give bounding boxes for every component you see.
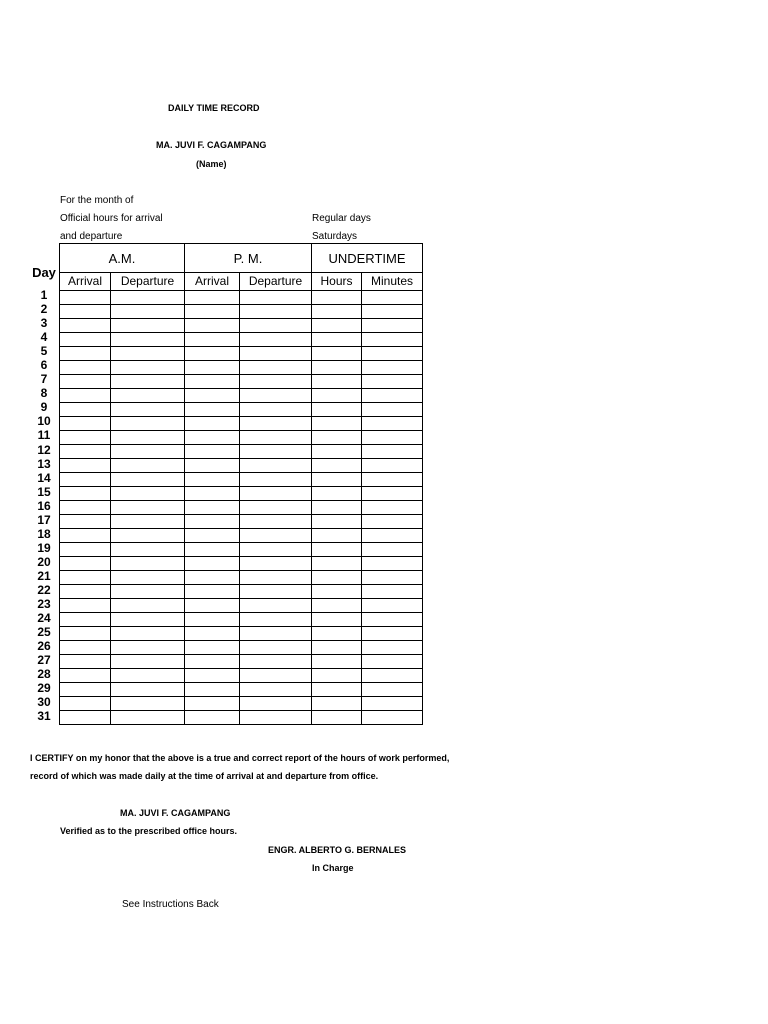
am-arrival-cell[interactable] <box>60 697 111 711</box>
table-row <box>60 473 423 487</box>
undertime-hours-cell[interactable] <box>312 305 362 319</box>
undertime-hours-cell[interactable] <box>312 445 362 459</box>
undertime-minutes-header: Minutes <box>362 273 423 291</box>
month-label: For the month of <box>60 195 134 206</box>
day-number: 23 <box>37 597 51 612</box>
group-header-row <box>60 244 423 273</box>
pm-departure-cell[interactable] <box>240 543 312 557</box>
undertime-hours-cell[interactable] <box>312 627 362 641</box>
day-header: Day <box>32 265 56 280</box>
pm-arrival-cell[interactable] <box>185 515 240 529</box>
am-arrival-cell[interactable] <box>60 333 111 347</box>
pm-arrival-cell[interactable] <box>185 697 240 711</box>
pm-departure-cell[interactable] <box>240 613 312 627</box>
am-arrival-cell[interactable] <box>60 361 111 375</box>
pm-arrival-cell[interactable] <box>185 641 240 655</box>
pm-departure-cell[interactable] <box>240 291 312 305</box>
am-arrival-cell[interactable] <box>60 291 111 305</box>
am-departure-cell[interactable] <box>111 375 185 389</box>
pm-departure-cell[interactable] <box>240 487 312 501</box>
undertime-minutes-cell[interactable] <box>362 501 423 515</box>
table-row <box>60 585 423 599</box>
am-arrival-cell[interactable] <box>60 403 111 417</box>
am-arrival-cell[interactable] <box>60 599 111 613</box>
pm-arrival-cell[interactable] <box>185 655 240 669</box>
pm-arrival-cell[interactable] <box>185 361 240 375</box>
undertime-minutes-cell[interactable] <box>362 529 423 543</box>
pm-arrival-cell[interactable] <box>185 711 240 725</box>
am-departure-cell[interactable] <box>111 613 185 627</box>
pm-arrival-cell[interactable] <box>185 599 240 613</box>
undertime-minutes-cell[interactable] <box>362 459 423 473</box>
undertime-minutes-cell[interactable] <box>362 669 423 683</box>
table-row <box>60 403 423 417</box>
am-arrival-cell[interactable] <box>60 655 111 669</box>
day-number: 5 <box>40 344 48 359</box>
am-departure-cell[interactable] <box>111 305 185 319</box>
pm-arrival-cell[interactable] <box>185 403 240 417</box>
table-row <box>60 375 423 389</box>
pm-header: P. M. <box>185 244 312 273</box>
pm-departure-cell[interactable] <box>240 529 312 543</box>
pm-arrival-cell[interactable] <box>185 431 240 445</box>
table-row <box>60 571 423 585</box>
undertime-minutes-cell[interactable] <box>362 417 423 431</box>
am-departure-cell[interactable] <box>111 473 185 487</box>
undertime-hours-cell[interactable] <box>312 613 362 627</box>
am-departure-cell[interactable] <box>111 417 185 431</box>
day-number: 1 <box>40 288 48 302</box>
am-departure-cell[interactable] <box>111 487 185 501</box>
day-number: 22 <box>37 582 51 597</box>
certification-line-2: record of which was made daily at the time of arrival at and departure from office. <box>30 771 379 781</box>
am-departure-cell[interactable] <box>111 599 185 613</box>
pm-arrival-cell[interactable] <box>185 529 240 543</box>
am-departure-cell[interactable] <box>111 333 185 347</box>
undertime-hours-cell[interactable] <box>312 417 362 431</box>
am-departure-cell[interactable] <box>111 501 185 515</box>
table-row <box>60 641 423 655</box>
employee-name: MA. JUVI F. CAGAMPANG <box>156 140 267 150</box>
table-row <box>60 319 423 333</box>
undertime-minutes-cell[interactable] <box>362 333 423 347</box>
undertime-minutes-cell[interactable] <box>362 291 423 305</box>
undertime-minutes-cell[interactable] <box>362 487 423 501</box>
am-arrival-cell[interactable] <box>60 571 111 585</box>
pm-arrival-cell[interactable] <box>185 389 240 403</box>
table-row <box>60 333 423 347</box>
undertime-minutes-cell[interactable] <box>362 375 423 389</box>
undertime-minutes-cell[interactable] <box>362 627 423 641</box>
undertime-hours-cell[interactable] <box>312 585 362 599</box>
am-header: A.M. <box>60 244 185 273</box>
regular-days-label: Regular days <box>312 213 371 224</box>
undertime-minutes-cell[interactable] <box>362 683 423 697</box>
footer-note: See Instructions Back <box>122 899 219 910</box>
undertime-hours-cell[interactable] <box>312 501 362 515</box>
undertime-minutes-cell[interactable] <box>362 305 423 319</box>
am-arrival-cell[interactable] <box>60 641 111 655</box>
day-number: 3 <box>40 316 48 331</box>
am-arrival-cell[interactable] <box>60 417 111 431</box>
pm-departure-cell[interactable] <box>240 655 312 669</box>
am-departure-cell[interactable] <box>111 697 185 711</box>
undertime-hours-cell[interactable] <box>312 711 362 725</box>
table-row <box>60 305 423 319</box>
day-number: 15 <box>37 484 51 499</box>
certification-line-1: I CERTIFY on my honor that the above is a true and correct report of the hours of work performed, <box>30 753 450 763</box>
undertime-minutes-cell[interactable] <box>362 697 423 711</box>
pm-departure-cell[interactable] <box>240 515 312 529</box>
pm-departure-cell[interactable] <box>240 417 312 431</box>
undertime-minutes-cell[interactable] <box>362 641 423 655</box>
day-number: 8 <box>40 386 48 401</box>
day-number: 7 <box>40 372 48 387</box>
pm-arrival-cell[interactable] <box>185 319 240 333</box>
day-number: 21 <box>37 568 51 583</box>
in-charge-title: In Charge <box>312 863 354 873</box>
undertime-minutes-cell[interactable] <box>362 347 423 361</box>
pm-arrival-cell[interactable] <box>185 305 240 319</box>
day-number: 20 <box>37 554 51 569</box>
am-departure-cell[interactable] <box>111 389 185 403</box>
undertime-minutes-cell[interactable] <box>362 599 423 613</box>
day-number: 12 <box>37 442 51 457</box>
am-arrival-cell[interactable] <box>60 627 111 641</box>
pm-departure-cell[interactable] <box>240 641 312 655</box>
pm-departure-cell[interactable] <box>240 375 312 389</box>
time-record-table <box>59 243 423 725</box>
undertime-hours-cell[interactable] <box>312 459 362 473</box>
day-number: 28 <box>37 667 51 682</box>
pm-arrival-cell[interactable] <box>185 333 240 347</box>
pm-arrival-cell[interactable] <box>185 473 240 487</box>
day-number: 29 <box>37 681 51 696</box>
pm-departure-cell[interactable] <box>240 599 312 613</box>
pm-arrival-cell[interactable] <box>185 347 240 361</box>
am-departure-cell[interactable] <box>111 361 185 375</box>
undertime-hours-cell[interactable] <box>312 347 362 361</box>
day-number: 19 <box>37 540 51 555</box>
pm-departure-cell[interactable] <box>240 333 312 347</box>
signatory-name: MA. JUVI F. CAGAMPANG <box>120 808 231 818</box>
table-row <box>60 291 423 305</box>
pm-departure-cell[interactable] <box>240 571 312 585</box>
am-departure-cell[interactable] <box>111 319 185 333</box>
table-row <box>60 697 423 711</box>
undertime-minutes-cell[interactable] <box>362 319 423 333</box>
undertime-minutes-cell[interactable] <box>362 711 423 725</box>
am-arrival-cell[interactable] <box>60 501 111 515</box>
undertime-hours-cell[interactable] <box>312 599 362 613</box>
undertime-hours-cell[interactable] <box>312 529 362 543</box>
undertime-header: UNDERTIME <box>312 244 423 273</box>
pm-arrival-cell[interactable] <box>185 683 240 697</box>
day-number: 27 <box>37 653 51 668</box>
am-arrival-cell[interactable] <box>60 459 111 473</box>
table-row <box>60 599 423 613</box>
pm-arrival-cell[interactable] <box>185 445 240 459</box>
undertime-hours-cell[interactable] <box>312 543 362 557</box>
day-number: 30 <box>37 695 51 710</box>
undertime-hours-cell[interactable] <box>312 641 362 655</box>
pm-arrival-cell[interactable] <box>185 543 240 557</box>
pm-arrival-cell[interactable] <box>185 571 240 585</box>
am-departure-cell[interactable] <box>111 655 185 669</box>
day-column <box>30 263 58 723</box>
undertime-hours-cell[interactable] <box>312 375 362 389</box>
table-row <box>60 627 423 641</box>
undertime-minutes-cell[interactable] <box>362 557 423 571</box>
undertime-minutes-cell[interactable] <box>362 655 423 669</box>
subheader-row <box>60 273 423 291</box>
day-number: 17 <box>37 512 51 527</box>
undertime-hours-cell[interactable] <box>312 291 362 305</box>
pm-departure-cell[interactable] <box>240 669 312 683</box>
pm-departure-cell[interactable] <box>240 361 312 375</box>
am-departure-cell[interactable] <box>111 571 185 585</box>
pm-departure-cell[interactable] <box>240 445 312 459</box>
undertime-minutes-cell[interactable] <box>362 473 423 487</box>
am-departure-cell[interactable] <box>111 585 185 599</box>
table-row <box>60 361 423 375</box>
pm-arrival-cell[interactable] <box>185 627 240 641</box>
undertime-minutes-cell[interactable] <box>362 571 423 585</box>
table-row <box>60 669 423 683</box>
table-row <box>60 459 423 473</box>
am-arrival-cell[interactable] <box>60 389 111 403</box>
table-row <box>60 347 423 361</box>
undertime-hours-cell[interactable] <box>312 473 362 487</box>
am-arrival-cell[interactable] <box>60 613 111 627</box>
pm-departure-cell[interactable] <box>240 501 312 515</box>
pm-departure-cell[interactable] <box>240 473 312 487</box>
undertime-minutes-cell[interactable] <box>362 403 423 417</box>
table-row <box>60 487 423 501</box>
table-row <box>60 431 423 445</box>
undertime-minutes-cell[interactable] <box>362 515 423 529</box>
pm-arrival-cell[interactable] <box>185 291 240 305</box>
day-number: 18 <box>37 526 51 541</box>
am-arrival-header: Arrival <box>60 273 111 291</box>
am-departure-cell[interactable] <box>111 291 185 305</box>
am-departure-header: Departure <box>111 273 185 291</box>
table-row <box>60 543 423 557</box>
am-departure-cell[interactable] <box>111 627 185 641</box>
pm-arrival-cell[interactable] <box>185 613 240 627</box>
day-number: 10 <box>37 414 51 429</box>
undertime-minutes-cell[interactable] <box>362 431 423 445</box>
am-departure-cell[interactable] <box>111 557 185 571</box>
undertime-hours-cell[interactable] <box>312 697 362 711</box>
am-arrival-cell[interactable] <box>60 445 111 459</box>
day-number: 24 <box>37 611 51 626</box>
am-departure-cell[interactable] <box>111 515 185 529</box>
pm-departure-cell[interactable] <box>240 711 312 725</box>
undertime-minutes-cell[interactable] <box>362 585 423 599</box>
pm-departure-cell[interactable] <box>240 627 312 641</box>
am-arrival-cell[interactable] <box>60 431 111 445</box>
pm-departure-header: Departure <box>240 273 312 291</box>
day-number: 26 <box>37 639 51 654</box>
undertime-hours-cell[interactable] <box>312 403 362 417</box>
pm-arrival-cell[interactable] <box>185 557 240 571</box>
pm-arrival-cell[interactable] <box>185 669 240 683</box>
day-number: 16 <box>37 498 51 513</box>
day-number: 14 <box>37 470 51 485</box>
am-departure-cell[interactable] <box>111 683 185 697</box>
am-arrival-cell[interactable] <box>60 711 111 725</box>
am-departure-cell[interactable] <box>111 403 185 417</box>
am-arrival-cell[interactable] <box>60 669 111 683</box>
day-number: 25 <box>37 625 51 640</box>
am-arrival-cell[interactable] <box>60 473 111 487</box>
undertime-hours-cell[interactable] <box>312 431 362 445</box>
am-departure-cell[interactable] <box>111 543 185 557</box>
pm-arrival-cell[interactable] <box>185 487 240 501</box>
table-row <box>60 557 423 571</box>
am-arrival-cell[interactable] <box>60 529 111 543</box>
official-hours-label-1: Official hours for arrival <box>60 213 163 224</box>
am-arrival-cell[interactable] <box>60 515 111 529</box>
document-title: DAILY TIME RECORD <box>168 103 260 113</box>
pm-departure-cell[interactable] <box>240 347 312 361</box>
day-number: 2 <box>40 302 48 317</box>
pm-departure-cell[interactable] <box>240 389 312 403</box>
undertime-hours-cell[interactable] <box>312 669 362 683</box>
table-row <box>60 501 423 515</box>
undertime-hours-cell[interactable] <box>312 683 362 697</box>
verified-statement: Verified as to the prescribed office hours. <box>60 826 238 836</box>
day-number: 4 <box>40 330 48 345</box>
am-arrival-cell[interactable] <box>60 543 111 557</box>
pm-arrival-header: Arrival <box>185 273 240 291</box>
undertime-hours-cell[interactable] <box>312 333 362 347</box>
undertime-minutes-cell[interactable] <box>362 389 423 403</box>
am-arrival-cell[interactable] <box>60 305 111 319</box>
undertime-hours-cell[interactable] <box>312 487 362 501</box>
pm-departure-cell[interactable] <box>240 683 312 697</box>
undertime-minutes-cell[interactable] <box>362 361 423 375</box>
undertime-hours-cell[interactable] <box>312 571 362 585</box>
am-arrival-cell[interactable] <box>60 683 111 697</box>
am-arrival-cell[interactable] <box>60 375 111 389</box>
pm-departure-cell[interactable] <box>240 431 312 445</box>
undertime-hours-cell[interactable] <box>312 361 362 375</box>
am-arrival-cell[interactable] <box>60 585 111 599</box>
am-departure-cell[interactable] <box>111 347 185 361</box>
undertime-hours-cell[interactable] <box>312 655 362 669</box>
table-row <box>60 389 423 403</box>
am-departure-cell[interactable] <box>111 711 185 725</box>
pm-departure-cell[interactable] <box>240 557 312 571</box>
pm-departure-cell[interactable] <box>240 403 312 417</box>
undertime-minutes-cell[interactable] <box>362 445 423 459</box>
am-arrival-cell[interactable] <box>60 557 111 571</box>
pm-arrival-cell[interactable] <box>185 501 240 515</box>
am-arrival-cell[interactable] <box>60 319 111 333</box>
table-row <box>60 445 423 459</box>
am-departure-cell[interactable] <box>111 445 185 459</box>
undertime-minutes-cell[interactable] <box>362 543 423 557</box>
table-row <box>60 515 423 529</box>
pm-arrival-cell[interactable] <box>185 585 240 599</box>
table-row <box>60 655 423 669</box>
undertime-hours-cell[interactable] <box>312 515 362 529</box>
am-departure-cell[interactable] <box>111 431 185 445</box>
pm-departure-cell[interactable] <box>240 319 312 333</box>
am-departure-cell[interactable] <box>111 459 185 473</box>
pm-departure-cell[interactable] <box>240 585 312 599</box>
am-arrival-cell[interactable] <box>60 347 111 361</box>
am-departure-cell[interactable] <box>111 669 185 683</box>
in-charge-name: ENGR. ALBERTO G. BERNALES <box>268 845 407 855</box>
pm-departure-cell[interactable] <box>240 697 312 711</box>
pm-departure-cell[interactable] <box>240 305 312 319</box>
table-row <box>60 417 423 431</box>
table-row <box>60 613 423 627</box>
am-departure-cell[interactable] <box>111 529 185 543</box>
pm-departure-cell[interactable] <box>240 459 312 473</box>
undertime-hours-cell[interactable] <box>312 389 362 403</box>
table-row <box>60 711 423 725</box>
pm-arrival-cell[interactable] <box>185 417 240 431</box>
day-number-list <box>30 288 58 723</box>
day-number: 31 <box>37 709 51 724</box>
official-hours-label-2: and departure <box>60 231 123 242</box>
undertime-minutes-cell[interactable] <box>362 613 423 627</box>
table-row <box>60 529 423 543</box>
undertime-hours-cell[interactable] <box>312 557 362 571</box>
undertime-hours-cell[interactable] <box>312 319 362 333</box>
name-caption: (Name) <box>196 159 227 169</box>
table-row <box>60 683 423 697</box>
day-number: 11 <box>37 428 51 443</box>
day-number: 9 <box>40 400 48 415</box>
am-departure-cell[interactable] <box>111 641 185 655</box>
pm-arrival-cell[interactable] <box>185 375 240 389</box>
saturdays-label: Saturdays <box>312 231 358 242</box>
pm-arrival-cell[interactable] <box>185 459 240 473</box>
am-arrival-cell[interactable] <box>60 487 111 501</box>
day-number: 6 <box>40 358 48 373</box>
undertime-hours-header: Hours <box>312 273 362 291</box>
day-number: 13 <box>37 456 51 471</box>
